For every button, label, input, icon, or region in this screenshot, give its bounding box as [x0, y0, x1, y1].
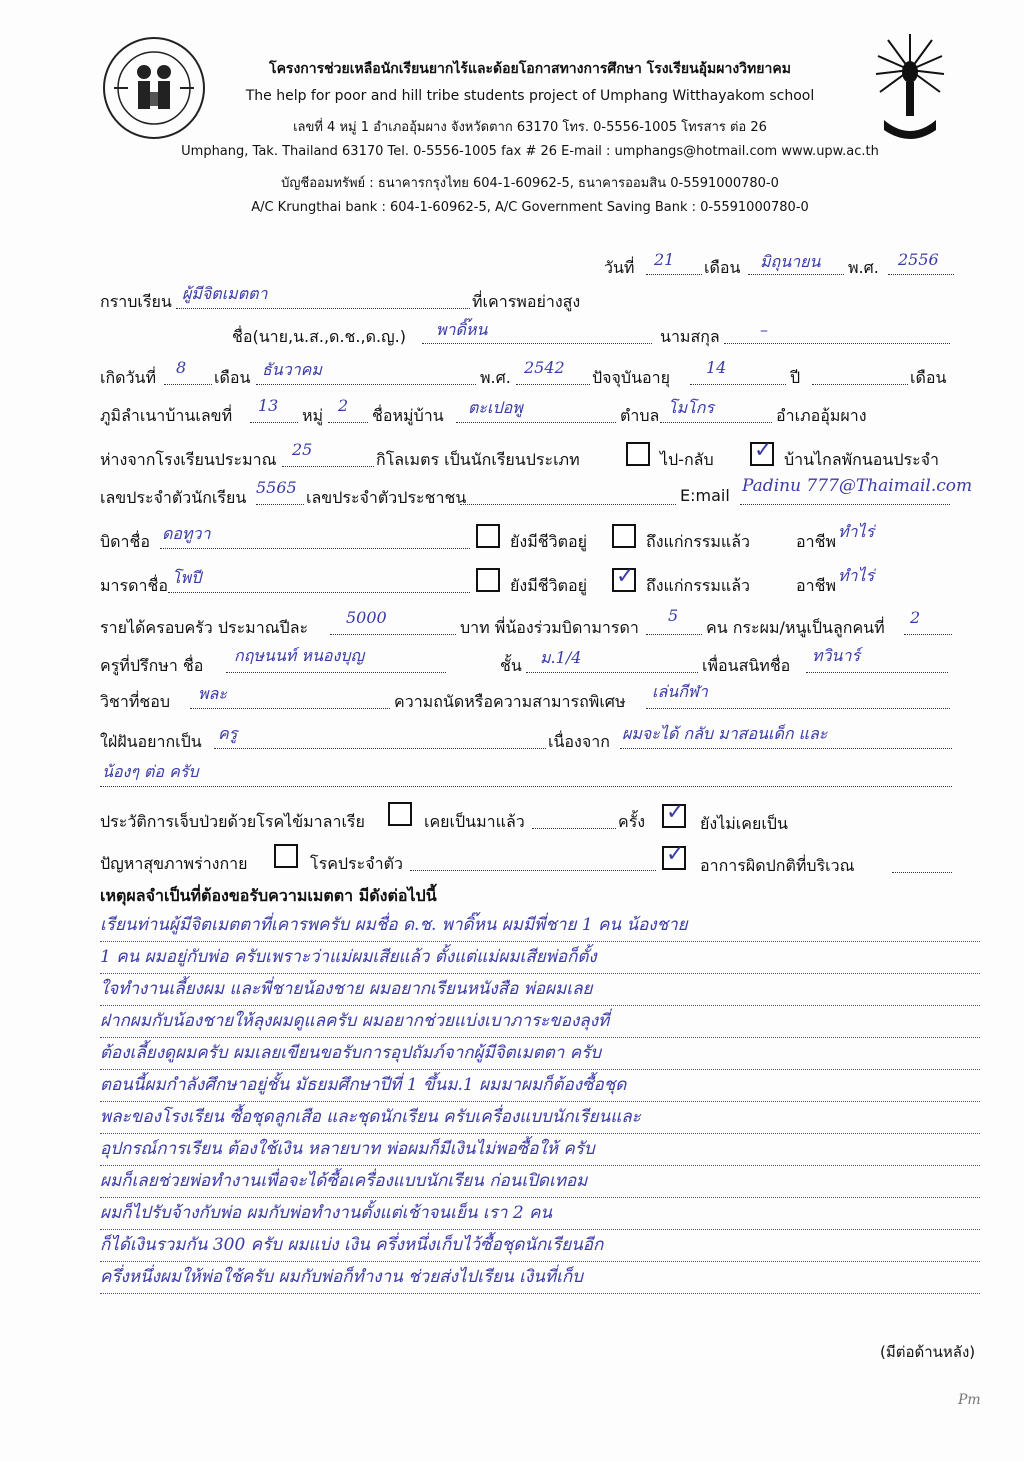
- to-suffix: ที่เคารพอย่างสูง: [472, 292, 581, 311]
- essay-line: ตอนนี้ผมกำลังศึกษาอยู่ชั้น มัธยมศึกษาปีที่ 1 ขึ้นม.1 ผมมาผมก็ต้องซื้อชุด: [100, 1070, 980, 1102]
- header-contact-english: Umphang, Tak. Thailand 63170 Tel. 0-5556-1005 fax # 26 E-mail : umphangs@hotmail.com www.upw.ac.th: [181, 144, 879, 159]
- father-alive-checkbox[interactable]: [476, 524, 500, 548]
- boarding-checkbox[interactable]: [750, 438, 774, 466]
- health-abnormal-checkbox[interactable]: [662, 842, 686, 870]
- date-month-label: เดือน: [704, 258, 741, 277]
- birth-day-value: 8: [176, 358, 187, 377]
- date-day-label: วันที่: [604, 258, 635, 277]
- advisor-value: กฤษนนท์ หนองบุญ: [234, 646, 365, 665]
- siblings-value: 5: [668, 606, 679, 625]
- malaria-label: ประวัติการเจ็บป่วยด้วยโรคไข้มาลาเรีย: [100, 812, 365, 831]
- father-value: ดอทูวา: [162, 524, 211, 543]
- birth-year-label: พ.ศ.: [480, 368, 511, 387]
- malaria-had-checkbox[interactable]: [388, 802, 412, 826]
- header-address-thai: เลขที่ 4 หมู่ 1 อำเภออุ้มผาง จังหวัดตาก 63170 โทร. 0-5556-1005 โทรสาร ต่อ 26: [293, 120, 767, 135]
- because-label: เนื่องจาก: [548, 732, 610, 751]
- essay-line: ต้องเลี้ยงดูผมครับ ผมเลยเขียนขอรับการอุปถัมภ์จากผู้มีจิตเมตตา ครับ: [100, 1038, 980, 1070]
- father-label: บิดาชื่อ: [100, 532, 150, 551]
- date-month-value: มิถุนายน: [760, 252, 821, 271]
- essay-line: ผมก็เลยช่วยพ่อทำงานเพื่อจะได้ซื้อเครื่องแบบนักเรียน ก่อนเปิดเทอม: [100, 1166, 980, 1198]
- mother-alive-checkbox[interactable]: [476, 568, 500, 592]
- mother-job-label: อาชีพ: [796, 576, 836, 595]
- because-continued: น้องๆ ต่อ ครับ: [102, 762, 199, 781]
- essay-block: [100, 910, 980, 1294]
- moo-label: หมู่: [302, 406, 324, 425]
- friend-value: ทวินาร์: [812, 646, 861, 665]
- boarding-check-mark-icon: ✓: [754, 438, 773, 463]
- village-value: ตะเปอพู: [468, 398, 523, 417]
- subdistrict-label: ตำบล: [620, 406, 660, 425]
- talent-value: เล่นกีฬา: [652, 682, 708, 701]
- surname-label: นามสกุล: [660, 327, 720, 346]
- mother-job-value: ทำไร่: [838, 566, 875, 585]
- surname-value: –: [760, 320, 768, 339]
- student-id-value: 5565: [256, 478, 297, 497]
- malaria-times-label: ครั้ง: [618, 812, 646, 831]
- essay-line: เรียนท่านผู้มีจิตเมตตาที่เคารพครับ ผมชื่อ ด.ช. พาดิ๊หน ผมมีพี่ชาย 1 คน น้องชาย: [100, 910, 980, 942]
- distance-label: ห่างจากโรงเรียนประมาณ: [100, 450, 277, 469]
- house-label: ภูมิลำเนาบ้านเลขที่: [100, 406, 233, 425]
- header-bank-thai: บัญชีออมทรัพย์ : ธนาคารกรุงไทย 604-1-60962-5, ธนาคารออมสิน 0-5591000780-0: [281, 176, 779, 191]
- essay-line: 1 คน ผมอยู่กับพ่อ ครับเพราะว่าแม่ผมเสียแล้ว ตั้งแต่แม่ผมเสียพ่อก็ตั้ง: [100, 942, 980, 974]
- mother-deceased-label: ถึงแก่กรรมแล้ว: [646, 576, 751, 595]
- house-value: 13: [258, 396, 279, 415]
- student-id-label: เลขประจำตัวนักเรียน: [100, 488, 247, 507]
- date-year-value: 2556: [898, 250, 939, 269]
- village-label: ชื่อหมู่บ้าน: [372, 406, 444, 425]
- because-value: ผมจะได้ กลับ มาสอนเด็ก และ: [622, 724, 828, 743]
- mother-label: มารดาชื่อ: [100, 576, 168, 595]
- birth-month-value: ธันวาคม: [262, 360, 322, 379]
- header-title-english: The help for poor and hill tribe students project of Umphang Witthayakom school: [245, 88, 815, 104]
- signature-mark: Pm: [958, 1392, 981, 1408]
- to-value: ผู้มีจิตเมตตา: [182, 284, 268, 303]
- age-month-unit: เดือน: [910, 368, 947, 387]
- father-alive-label: ยังมีชีวิตอยู่: [510, 532, 587, 551]
- continued-note: (มีต่อด้านหลัง): [880, 1343, 976, 1361]
- father-deceased-label: ถึงแก่กรรมแล้ว: [646, 532, 751, 551]
- father-deceased-checkbox[interactable]: [612, 524, 636, 548]
- distance-value: 25: [292, 440, 313, 459]
- advisor-label: ครูที่ปรึกษา ชื่อ: [100, 656, 204, 675]
- health-abnormal-check-mark-icon: ✓: [666, 842, 685, 867]
- boarding-label: บ้านไกลพักนอนประจำ: [784, 450, 940, 469]
- essay-line: ครึ่งหนึ่งผมให้พ่อใช้ครับ ผมกับพ่อก็ทำงาน ช่วยส่งไปเรียน เงินที่เก็บ: [100, 1262, 980, 1294]
- age-value: 14: [706, 358, 727, 377]
- essay-line: ก็ได้เงินรวมกัน 300 ครับ ผมแบ่ง เงิน ครึ่งหนึ่งเก็บไว้ซื้อชุดนักเรียนอีก: [100, 1230, 980, 1262]
- subject-label: วิชาที่ชอบ: [100, 692, 170, 711]
- email-value: Padinu 777@Thaimail.com: [742, 476, 973, 496]
- essay-line: พละของโรงเรียน ซื้อชุดลูกเสือ และชุดนักเรียน ครับเครื่องแบบนักเรียนและ: [100, 1102, 980, 1134]
- subdistrict-value: โมโกร: [668, 398, 715, 417]
- essay-line: ฝากผมกับน้องชายให้ลุงผมดูแลครับ ผมอยากช่วยแบ่งเบาภาระของลุงที่: [100, 1006, 980, 1038]
- income-value: 5000: [346, 608, 387, 627]
- mother-deceased-checkbox[interactable]: [612, 564, 636, 592]
- health-abnormal-label: อาการผิดปกติที่บริเวณ: [700, 856, 855, 875]
- header-title-thai: โครงการช่วยเหลือนักเรียนยากไร้และด้อยโอกาสทางการศึกษา โรงเรียนอุ้มผางวิทยาคม: [269, 61, 791, 77]
- dream-value: ครู: [218, 724, 238, 743]
- father-job-label: อาชีพ: [796, 532, 836, 551]
- essay-line: ผมก็ไปรับจ้างกับพ่อ ผมกับพ่อทำงานตั้งแต่เช้าจนเย็น เรา 2 คน: [100, 1198, 980, 1230]
- distance-unit: กิโลเมตร เป็นนักเรียนประเภท: [376, 450, 580, 469]
- malaria-never-label: ยังไม่เคยเป็น: [700, 814, 788, 833]
- to-label: กราบเรียน: [100, 292, 172, 311]
- commute-label: ไป-กลับ: [660, 450, 714, 469]
- dream-label: ใฝ่ฝันอยากเป็น: [100, 732, 202, 751]
- citizen-id-label: เลขประจำตัวประชาชน: [306, 488, 467, 507]
- class-value: ม.1/4: [540, 648, 582, 667]
- reason-label: เหตุผลจำเป็นที่ต้องขอรับความเมตตา มีดังต่อไปนี้: [100, 886, 437, 905]
- header-bank-english: A/C Krungthai bank : 604-1-60962-5, A/C Government Saving Bank : 0-5591000780-0: [251, 200, 809, 215]
- child-number-value: 2: [910, 608, 921, 627]
- birth-month-label: เดือน: [214, 368, 251, 387]
- mother-deceased-check-mark-icon: ✓: [616, 564, 635, 589]
- subject-value: พละ: [198, 684, 227, 703]
- class-label: ชั้น: [500, 656, 522, 675]
- father-job-value: ทำไร่: [838, 522, 875, 541]
- income-unit: บาท พี่น้องร่วมบิดามารดา: [460, 618, 639, 637]
- birth-day-label: เกิดวันที่: [100, 368, 157, 387]
- income-label: รายได้ครอบครัว ประมาณปีละ: [100, 618, 309, 637]
- age-label: ปัจจุบันอายุ: [592, 368, 670, 387]
- health-chronic-checkbox[interactable]: [274, 844, 298, 868]
- malaria-never-check-mark-icon: ✓: [666, 800, 685, 825]
- essay-line: ใจทำงานเลี้ยงผม และพี่ชายน้องชาย ผมอยากเรียนหนังสือ พ่อผมเลย: [100, 974, 980, 1006]
- friend-label: เพื่อนสนิทชื่อ: [702, 656, 791, 675]
- mother-value: โพปี: [172, 568, 202, 587]
- age-year-unit: ปี: [790, 368, 801, 387]
- malaria-never-checkbox[interactable]: [662, 800, 686, 828]
- date-year-label: พ.ศ.: [848, 258, 879, 277]
- siblings-unit: คน กระผม/หนูเป็นลูกคนที่: [706, 618, 885, 637]
- malaria-had-label: เคยเป็นมาแล้ว: [424, 812, 525, 831]
- health-label: ปัญหาสุขภาพร่างกาย: [100, 854, 248, 873]
- name-label: ชื่อ(นาย,น.ส.,ด.ช.,ด.ญ.): [232, 327, 406, 346]
- mother-alive-label: ยังมีชีวิตอยู่: [510, 576, 587, 595]
- date-day-value: 21: [654, 250, 675, 269]
- essay-line: อุปกรณ์การเรียน ต้องใช้เงิน หลายบาท พ่อผมก็มีเงินไม่พอซื้อให้ ครับ: [100, 1134, 980, 1166]
- moo-value: 2: [338, 396, 349, 415]
- district-label: อำเภออุ้มผาง: [776, 406, 867, 425]
- birth-year-value: 2542: [524, 358, 565, 377]
- health-chronic-label: โรคประจำตัว: [310, 854, 403, 873]
- commute-checkbox[interactable]: [626, 442, 650, 466]
- talent-label: ความถนัดหรือความสามารถพิเศษ: [394, 692, 626, 711]
- name-value: พาดิ๊หน: [436, 320, 488, 339]
- email-label: E:mail: [680, 486, 730, 505]
